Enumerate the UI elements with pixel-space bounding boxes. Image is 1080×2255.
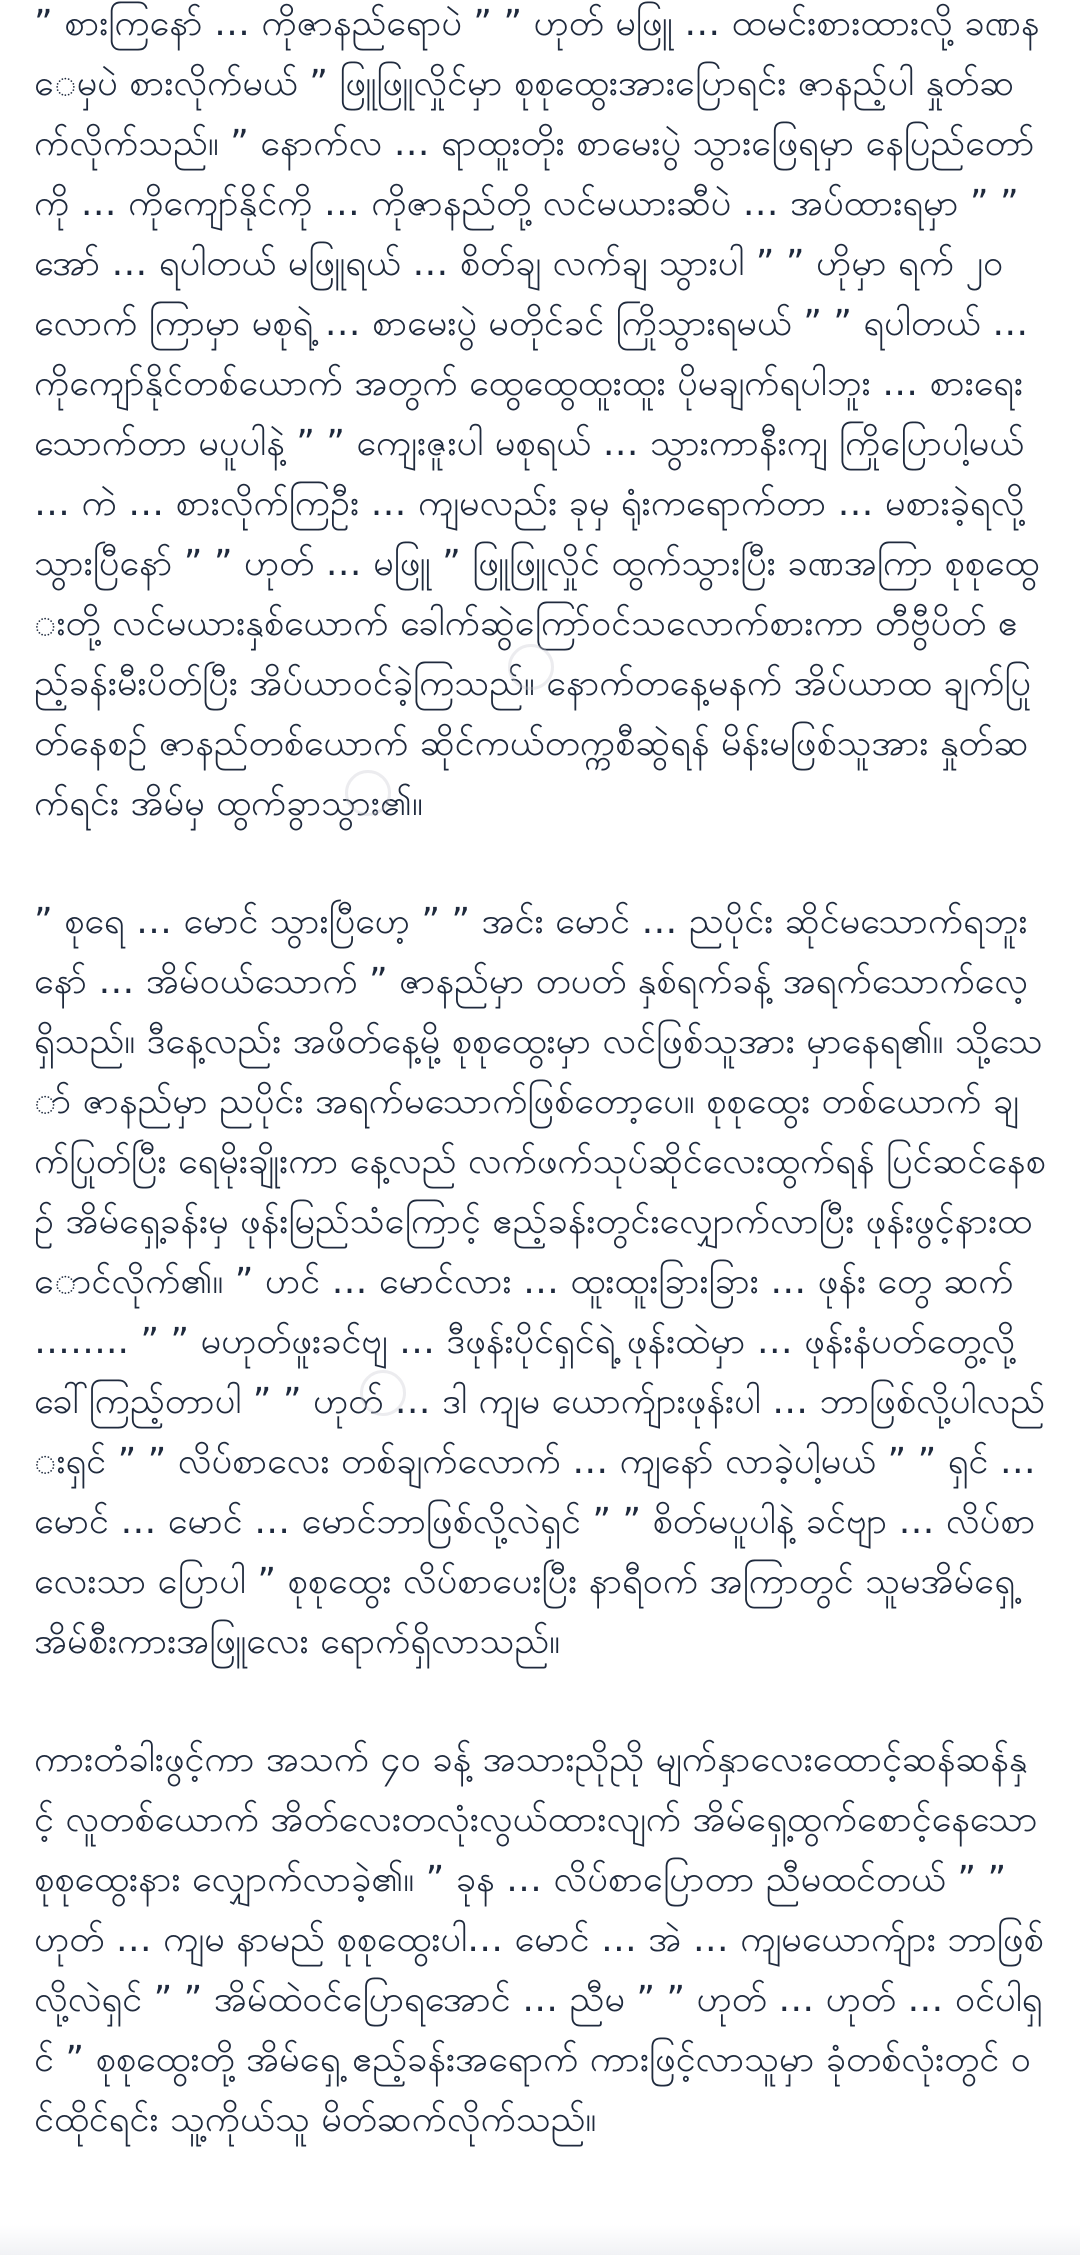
story-paragraph: ကားတံခါးဖွင့်ကာ အသက် ၄၀ ခန့် အသားညိုညို မျက်နှာလေးထောင့်ဆန်ဆန်နှင့် လူတစ်ယောက် အိတ်လေးတလုံးလွယ်ထားလျက် အိမ်ရှေ့ထွက်စောင့်နေသော စုစုထွေးနား လျှောက်လာခဲ့၏။ ” ခုန … လိပ်စာပြောတာ ညီမထင်တယ် ” ” ဟုတ် … ကျမ နာမည် စုစုထွေးပါ… မောင် … အဲ … ကျမယောက်ျား ဘာဖြစ်လို့လဲရှင် ” ” အိမ်ထဲဝင်ပြောရအောင် … ညီမ ” ” ဟုတ် … ဟုတ် … ဝင်ပါရှင် ” စုစုထွေးတို့ အိမ်ရှေ့ ဧည့်ခန်းအရောက် ကားဖြင့်လာသူမှာ ခုံတစ်လုံးတွင် ဝင်ထိုင်ရင်း သူ့ကိုယ်သူ မိတ်ဆက်လိုက်သည်။ [34, 1739, 1049, 2140]
loading-ring-icon [345, 770, 391, 816]
paragraph-spacer [34, 1672, 1046, 1730]
story-paragraph: ” စားကြနော် … ကိုဇာနည်ရောပဲ ” ” ဟုတ် မဖြူ … ထမင်းစားထားလို့ ခဏနေမှပဲ စားလိုက်မယ် ” ဖြူဖြူလှိုင်မှာ စုစုထွေးအားပြောရင်း ဇာနည့်ပါ နှုတ်ဆက်လိုက်သည်။ ” နောက်လ … ရာထူးတိုး စာမေးပွဲ သွားဖြေရမှာ နေပြည်တော်ကို … ကိုကျော်နိုင်ကို … ကိုဇာနည်တို့ လင်မယားဆီပဲ … အပ်ထားရမှာ ” ” အော် … ရပါတယ် မဖြူရယ် … စိတ်ချ လက်ချ သွားပါ ” ” ဟိုမှာ ရက် ၂၀ လောက် ကြာမှာ မစုရဲ့ … စာမေးပွဲ မတိုင်ခင် ကြိုသွားရမယ် ” ” ရပါတယ် … ကိုကျော်နိုင်တစ်ယောက် အတွက် ထွေထွေထူးထူး ပိုမချက်ရပါဘူး … စားရေးသောက်တာ မပူပါနဲ့ ” ” ကျေးဇူးပါ မစုရယ် … သွားကာနီးကျ ကြိုပြောပါ့မယ် … ကဲ … စားလိုက်ကြဦး … ကျမလည်း ခုမှ ရုံးကရောက်တာ … မစားခဲ့ရလို့ သွားပြီနော် ” ” ဟုတ် … မဖြူ ” ဖြူဖြူလှိုင် ထွက်သွားပြီး ခဏအကြာ စုစုထွေးတို့ လင်မယားနှစ်ယောက် ခေါက်ဆွဲကြော်ဝင်သလောက်စားကာ တီဗွီပိတ် ဧည့်ခန်းမီးပိတ်ပြီး အိပ်ယာဝင်ခဲ့ကြသည်။ နောက်တနေ့မနက် အိပ်ယာထ ချက်ပြုတ်နေစဉ် ဇာနည်တစ်ယောက် ဆိုင်ကယ်တက္ကစီဆွဲရန် မိန်းမဖြစ်သူအား နှုတ်ဆက်ရင်း အိမ်မှ ထွက်ခွာသွား၏။ [34, 3, 1040, 824]
bottom-fade [0, 2225, 1080, 2255]
loading-ring-icon [360, 1370, 406, 1416]
paragraph-spacer [34, 834, 1046, 892]
loading-ring-icon [508, 644, 554, 690]
story-paragraph: ” စုရေ … မောင် သွားပြီဟေ့ ” ” အင်း မောင် … ညပိုင်း ဆိုင်မသောက်ရဘူးနော် … အိမ်ဝယ်သောက် ” ဇာနည်မှာ တပတ် နှစ်ရက်ခန့် အရက်သောက်လေ့ရှိသည်။ ဒီနေ့လည်း အဖိတ်နေ့မို့ စုစုထွေးမှာ လင်ဖြစ်သူအား မှာနေရ၏။ သို့သော် ဇာနည်မှာ ညပိုင်း အရက်မသောက်ဖြစ်တော့ပေ။ စုစုထွေး တစ်ယောက် ချက်ပြုတ်ပြီး ရေမိုးချိုးကာ နေ့လည် လက်ဖက်သုပ်ဆိုင်လေးထွက်ရန် ပြင်ဆင်နေစဉ် အိမ်ရှေ့ခန်းမှ ဖုန်းမြည်သံကြောင့် ဧည့်ခန်းတွင်းလျှောက်လာပြီး ဖုန်းဖွင့်နားထောင်လိုက်၏။ ” ဟင် … မောင်လား … ထူးထူးခြားခြား … ဖုန်း တွေ ဆက် …….. ” ” မဟုတ်ဖူးခင်ဗျ … ဒီဖုန်းပိုင်ရှင်ရဲ့ ဖုန်းထဲမှာ … ဖုန်းနံပတ်တွေ့လို့ ခေါ်ကြည့်တာပါ ” ” ဟုတ် … ဒါ ကျမ ယောက်ျားဖုန်းပါ … ဘာဖြစ်လို့ပါလည်းရှင် ” ” လိပ်စာလေး တစ်ချက်လောက် … ကျနော် လာခဲ့ပါ့မယ် ” ” ရှင် … မောင် … မောင် … မောင်ဘာဖြစ်လို့လဲရှင် ” ” စိတ်မပူပါနဲ့ ခင်ဗျာ … လိပ်စာလေးသာ ပြောပါ ” စုစုထွေး လိပ်စာပေးပြီး နာရီဝက် အကြာတွင် သူမအိမ်ရှေ့ အိမ်စီးကားအဖြူလေး ရောက်ရှိလာသည်။ [34, 901, 1048, 1662]
